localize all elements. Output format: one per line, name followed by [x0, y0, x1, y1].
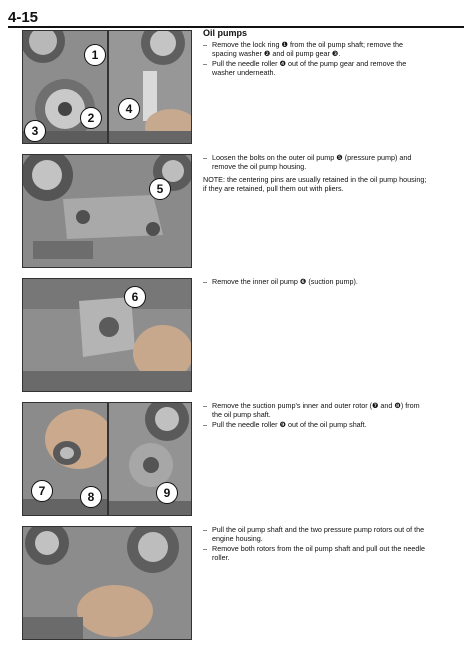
step-text: Remove the suction pump's inner and outer rotor (❼ and ❽) from the oil pump shaft.: [212, 401, 420, 419]
photo-needle-roller: [108, 30, 192, 144]
block-5-text: [203, 525, 429, 563]
callout-6: 6: [124, 286, 146, 308]
callout-9: 9: [156, 482, 178, 504]
section-title: Oil pumps: [203, 28, 248, 38]
callout-4: 4: [118, 98, 140, 120]
bullet-dash: –: [203, 525, 207, 534]
step-item: [203, 40, 429, 58]
step-text: Pull the needle roller ❾ out of the oil pump shaft.: [212, 420, 367, 429]
callout-3: 3: [24, 120, 46, 142]
bullet-dash: –: [203, 544, 207, 553]
bullet-dash: –: [203, 420, 207, 429]
callout-8: 8: [80, 486, 102, 508]
bullet-dash: –: [203, 153, 207, 162]
page-number: 4-15: [8, 9, 39, 26]
step-item: [203, 59, 429, 77]
callout-5: 5: [149, 178, 171, 200]
step-text: Pull the needle roller ❹ out of the pump gear and remove the washer underneath.: [212, 59, 407, 77]
bullet-dash: –: [203, 401, 207, 410]
photo-outer-oil-pump: [22, 154, 192, 268]
bullet-dash: –: [203, 277, 207, 286]
step-item: [203, 525, 429, 543]
photo-pump-shaft-removal: [22, 526, 192, 640]
bullet-dash: –: [203, 59, 207, 68]
block-2-text: [203, 153, 429, 193]
step-item: [203, 153, 429, 171]
callout-1: 1: [84, 44, 106, 66]
photo-inner-oil-pump: [22, 278, 192, 392]
step-text: Pull the oil pump shaft and the two pressure pump rotors out of the engine housing.: [212, 525, 425, 543]
block-1-text: [203, 29, 429, 78]
step-item: [203, 277, 429, 286]
step-item: [203, 401, 429, 419]
bullet-dash: –: [203, 40, 207, 49]
step-text: Remove the inner oil pump ❻ (suction pump).: [212, 277, 358, 286]
step-text: Remove both rotors from the oil pump shaft and pull out the needle roller.: [212, 544, 425, 562]
block-3-text: [203, 277, 429, 287]
step-text: Loosen the bolts on the outer oil pump ❺ (pressure pump) and remove the oil pump housing.: [212, 153, 412, 171]
step-item: [203, 544, 429, 562]
note-text: NOTE: the centering pins are usually retained in the oil pump housing; if they are retained, pull them out with pliers.: [203, 175, 427, 193]
step-text: Remove the lock ring ❶ from the oil pump shaft; remove the spacing washer ❷ and oil pump gear ❸.: [212, 40, 404, 58]
photo-oil-pump-shaft-roller: [108, 402, 192, 516]
callout-2: 2: [80, 107, 102, 129]
step-item: [203, 420, 429, 429]
block-4-text: [203, 401, 429, 430]
callout-7: 7: [31, 480, 53, 502]
